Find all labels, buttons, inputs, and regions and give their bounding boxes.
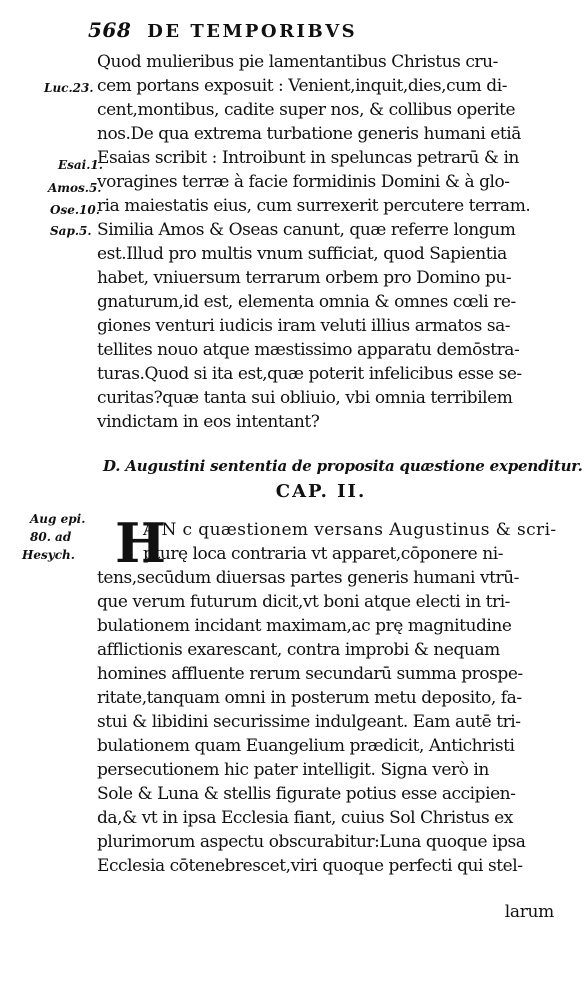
drop-cap: H bbox=[115, 511, 166, 575]
running-head: DE TEMPORIBVS bbox=[147, 21, 358, 42]
body-line: voragines terræ à facie formidinis Domini & à glo- bbox=[97, 172, 510, 192]
body-line: nos.De qua extrema turbatione generis humani etiā bbox=[97, 124, 521, 144]
margin-note-hesychius: Hesych. bbox=[22, 548, 75, 562]
chapter-line: homines affluente rerum secundarū summa prospe- bbox=[97, 664, 523, 684]
body-line: tellites nouo atque mæstissimo apparatu demōstra- bbox=[97, 340, 520, 360]
catchword: larum bbox=[504, 902, 554, 922]
chapter-heading: CAP. II. bbox=[275, 481, 367, 502]
chapter-text bbox=[97, 511, 557, 878]
body-line: vindictam in eos intentant? bbox=[97, 412, 320, 432]
page-header bbox=[88, 18, 558, 46]
body-line: habet, vniuersum terrarum orbem pro Domino pu- bbox=[97, 268, 512, 288]
chapter-line: afflictionis exarescant, contra improbi & nequam bbox=[97, 640, 500, 660]
chapter-line: A N c quæstionem versans Augustinus & scri- bbox=[143, 520, 557, 540]
body-paragraph bbox=[97, 50, 557, 434]
body-line: Esaias scribit : Introibunt in speluncas petrarū & in bbox=[97, 148, 519, 168]
margin-note-letter: 80. ad bbox=[30, 530, 72, 544]
body-line: gnaturum,id est, elementa omnia & omnes cœli re- bbox=[97, 292, 516, 312]
chapter-line: Ecclesia cōtenebrescet,viri quoque perfecti qui stel- bbox=[97, 856, 523, 876]
chapter-line: pturę loca contraria vt apparet,cōponere ni- bbox=[143, 544, 503, 564]
body-line: curitas?quæ tanta sui obliuio, vbi omnia terribilem bbox=[97, 388, 513, 408]
chapter-line: persecutionem hic pater intelligit. Signa verò in bbox=[97, 760, 489, 780]
body-line: est.Illud pro multis vnum sufficiat, quod Sapientia bbox=[97, 244, 507, 264]
body-line: Quod mulieribus pie lamentantibus Christus cru- bbox=[97, 52, 498, 72]
chapter-line: stui & libidini securissime indulgeant. Eam autē tri- bbox=[97, 712, 521, 732]
chapter-line: bulationem quam Euangelium prædicit, Antichristi bbox=[97, 736, 515, 756]
body-line: cem portans exposuit : Venient,inquit,dies,cum di- bbox=[97, 76, 507, 96]
chapter-line: da,& vt in ipsa Ecclesia fiant, cuius Sol Christus ex bbox=[97, 808, 513, 828]
body-line: turas.Quod si ita est,quæ poterit infelicibus esse se- bbox=[97, 364, 522, 384]
margin-note-augustine: Aug epi. bbox=[30, 512, 86, 526]
margin-note-isaiah: Esai.1. bbox=[58, 158, 103, 172]
chapter-line: plurimorum aspectu obscurabitur:Luna quoque ipsa bbox=[97, 832, 526, 852]
page-number: 568 bbox=[88, 18, 132, 42]
margin-note-hosea: Ose.10. bbox=[50, 203, 100, 217]
body-line: cent,montibus, cadite super nos, & collibus operite bbox=[97, 100, 516, 120]
margin-note-wisdom: Sap.5. bbox=[50, 224, 92, 238]
chapter-line: ritate,tanquam omni in posterum metu deposito, fa- bbox=[97, 688, 522, 708]
body-line: Similia Amos & Oseas canunt, quæ referre longum bbox=[97, 220, 516, 240]
body-line: giones venturi iudicis iram veluti illius armatos sa- bbox=[97, 316, 511, 336]
section-heading: D. Augustini sententia de proposita quæstione expenditur. bbox=[103, 457, 583, 475]
body-line: ria maiestatis eius, cum surrexerit percutere terram. bbox=[97, 196, 531, 216]
chapter-line: que verum futurum dicit,vt boni atque electi in tri- bbox=[97, 592, 510, 612]
chapter-line: tens,secūdum diuersas partes generis humani vtrū- bbox=[97, 568, 519, 588]
margin-note-amos: Amos.5. bbox=[48, 181, 102, 195]
chapter-line: Sole & Luna & stellis figurate potius esse accipien- bbox=[97, 784, 516, 804]
chapter-line: bulationem incidant maximam,ac prę magnitudine bbox=[97, 616, 512, 636]
margin-note-luke: Luc.23. bbox=[44, 81, 94, 95]
